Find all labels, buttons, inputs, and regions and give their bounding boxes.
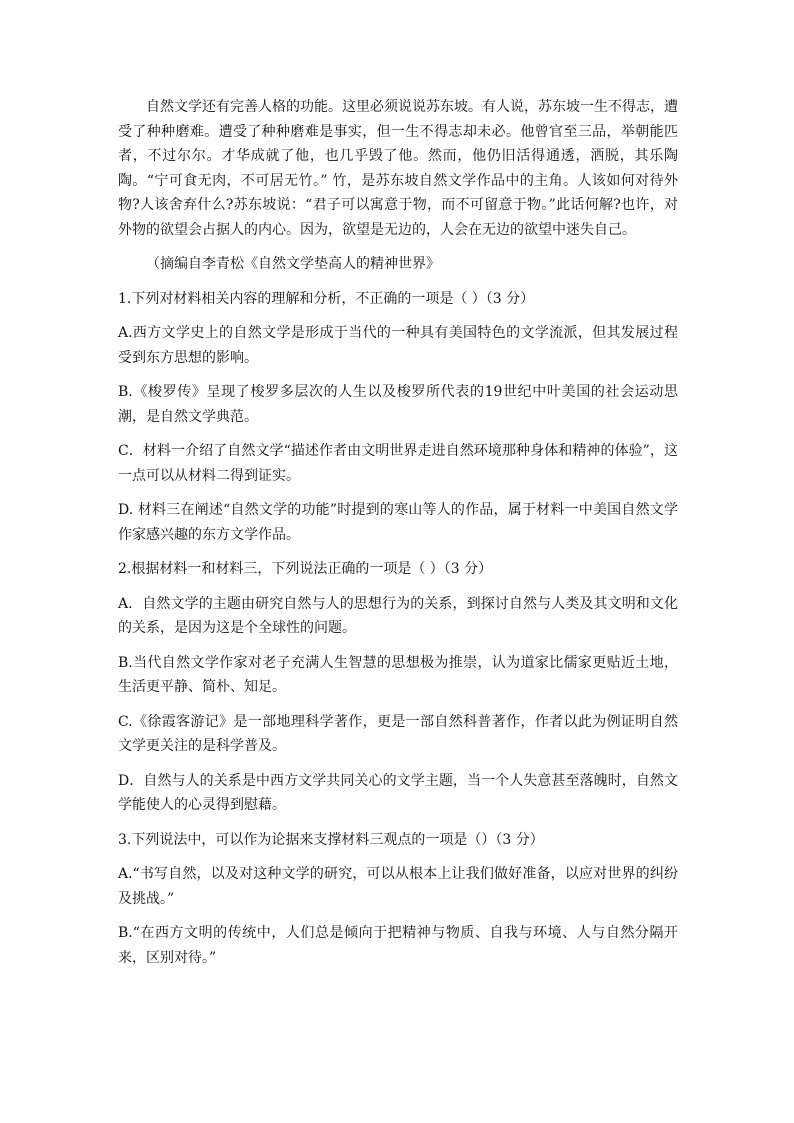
question-1-option-d: D. 材料三在阐述“自然文学的功能”时提到的寒山等人的作品，属于材料一中美国自然文学作家感兴趣的东方文学作品。: [118, 502, 678, 543]
question-1-option-c: C．材料一介绍了自然文学“描述作者由文明世界走进自然环境那种身体和精神的体验”，这一点可以从材料二得到证实。: [118, 443, 678, 484]
question-1-option-a: A.西方文学史上的自然文学是形成于当代的一种具有美国特色的文学流派，但其发展过程受到东方思想的影响。: [118, 325, 678, 366]
question-2-option-a: A．自然文学的主题由研究自然与人的思想行为的关系，到探讨自然与人类及其文明和文化的关系，是因为这是个全球性的问题。: [118, 595, 678, 636]
question-3-stem: 3.下列说法中，可以作为论据来支撑材料三观点的一项是（）（3 分）: [118, 831, 544, 848]
document-content: [118, 95, 678, 980]
question-2-option-c: C.《徐霞客游记》是一部地理科学著作，更是一部自然科普著作，作者以此为例证明自然文学更关注的是科学普及。: [118, 713, 678, 754]
question-1-stem: 1.下列对材料相关内容的理解和分析，不正确的一项是（ ）（3 分）: [118, 290, 535, 307]
question-1-option-b: B.《梭罗传》呈现了梭罗多层次的人生以及梭罗所代表的19世纪中叶美国的社会运动思潮，是自然文学典范。: [118, 384, 678, 425]
article-source: （摘编自李青松《自然文学垫高人的精神世界》: [146, 256, 440, 272]
question-3-option-a: A.“书写自然，以及对这种文学的研究，可以从根本上让我们做好准备，以应对世界的纠纷及挑战。”: [118, 866, 678, 907]
question-2-option-b: B.当代自然文学作家对老子充满人生智慧的思想极为推崇，认为道家比儒家更贴近土地，生活更平静、简朴、知足。: [118, 654, 678, 695]
question-3-option-b: B.“在西方文明的传统中，人们总是倾向于把精神与物质、自我与环境、人与自然分隔开来，区别对待。”: [118, 925, 678, 966]
question-2-stem: 2.根据材料一和材料三，下列说法正确的一项是（ ）（3 分）: [118, 561, 493, 577]
question-2-option-d: D．自然与人的关系是中西方文学共同关心的文学主题，当一个人失意甚至落魄时，自然文学能使人的心灵得到慰藉。: [118, 772, 678, 813]
article-paragraph: 自然文学还有完善人格的功能。这里必须说说苏东坡。有人说，苏东坡一生不得志，遭受了种种磨难。遭受了种种磨难是事实，但一生不得志却未必。他曾官至三品，举朝能匹者，不过尔尔。才华成就了他，也几乎毁了他。然而，他仍旧活得通透，洒脱，其乐陶陶。“宁可食无肉，不可居无竹。” 竹，是苏东坡自然文学作品中的主角。人该如何对待外物?人该舍弃什么?苏东坡说：“君子可以寓意于物，而不可留意于物。”此话何解?也许，对外物的欲望会占据人的内心。因为，欲望是无边的，人会在无边的欲望中迷失自己。: [118, 99, 678, 238]
